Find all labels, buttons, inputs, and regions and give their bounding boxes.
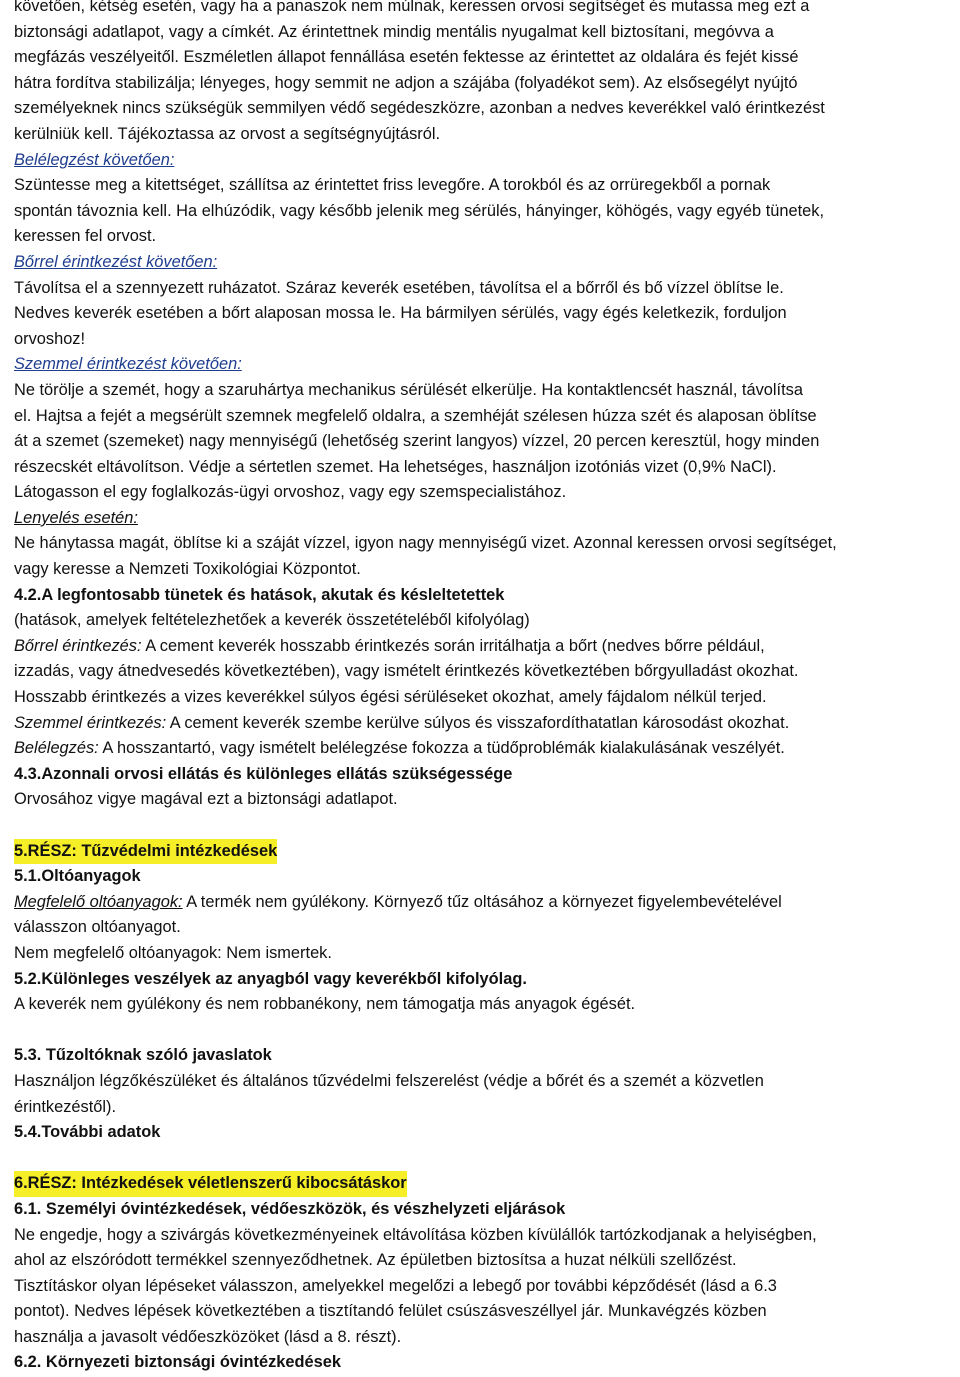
text-span: A cement keverék hosszabb érintkezés során irritálhatja a bőrt (nedves bőrre például, xyxy=(141,636,765,655)
section-heading-6-1: 6.1. Személyi óvintézkedések, védőeszközök, és vészhelyzeti eljárások xyxy=(14,1199,566,1218)
text-line: ahol az elszóródott termékkel szennyeződhetnek. Az épületben biztosítsa a huzat nélküli szellőzést. xyxy=(14,1251,737,1270)
section-title-6 xyxy=(14,1171,946,1197)
text-line: Látogasson el egy foglalkozás-ügyi orvoshoz, vagy egy szemspecialistához. xyxy=(14,483,567,502)
text-line: A keverék nem gyúlékony és nem robbanékony, nem támogatja más anyagok égését. xyxy=(14,995,636,1014)
section-heading-4-2: 4.2.A legfontosabb tünetek és hatások, akutak és késleltetettek xyxy=(14,585,505,604)
text-line: Nem megfelelő oltóanyagok: Nem ismertek. xyxy=(14,943,332,962)
subheading-skin-contact: Bőrrel érintkezést követően: xyxy=(14,252,218,271)
label-eye-contact: Szemmel érintkezés: xyxy=(14,713,167,732)
text-line: át a szemet (szemeket) nagy mennyiségű (lehetőség szerint langyos) vízzel, 20 percen keresztül, hogy minden xyxy=(14,432,820,451)
text-line: részecskét eltávolítson. Védje a sértetlen szemet. Ha lehetséges, használjon izotóniás vizet (0,9% NaCl). xyxy=(14,457,777,476)
text-line: Nedves keverék esetében a bőrt alaposan mossa le. Ha bármilyen sérülés, vagy égés keletkezik, forduljon xyxy=(14,304,787,323)
text-line: érintkezéstől). xyxy=(14,1097,117,1116)
subheading-inhalation: Belélegzést követően: xyxy=(14,150,175,169)
section-heading-6-2: 6.2. Környezeti biztonsági óvintézkedések xyxy=(14,1353,342,1372)
text-line: kerülniük kell. Tájékoztassa az orvost a segítségnyújtásról. xyxy=(14,124,441,143)
subheading-eye-contact: Szemmel érintkezést követően: xyxy=(14,355,242,374)
text-line: hátra fordítva stabilizálja; lényeges, hogy semmit ne adjon a szájába (folyadékot sem). Az elsősegélyt nyújtó xyxy=(14,73,798,92)
text-line: spontán távoznia kell. Ha elhúzódik, vagy később jelenik meg sérülés, hányinger, köhögés, vagy egyéb tünetek, xyxy=(14,201,825,220)
spacer xyxy=(14,813,946,839)
text-line: vagy keresse a Nemzeti Toxikológiai Központot. xyxy=(14,560,361,579)
text-line: biztonsági adatlapot, vagy a címkét. Az érintettnek mindig mentális nyugalmat kell biztosítani, megóvva a xyxy=(14,22,774,41)
text-line xyxy=(14,711,946,737)
text-line: Hosszabb érintkezés a vizes keverékkel súlyos égési sérüléseket okozhat, amely fájdalom nélkül terjed. xyxy=(14,688,767,707)
text-line: Távolítsa el a szennyezett ruházatot. Száraz keverék esetében, távolítsa el a bőrről és bő vízzel öblítse le. xyxy=(14,278,784,297)
section-heading-5-1: 5.1.Oltóanyagok xyxy=(14,867,141,886)
document-page xyxy=(14,0,946,1376)
subheading-ingestion: Lenyelés esetén: xyxy=(14,508,138,527)
text-line: válasszon oltóanyagot. xyxy=(14,918,181,937)
text-line xyxy=(14,634,946,660)
section-heading-4-3: 4.3.Azonnali orvosi ellátás és különleges ellátás szükségessége xyxy=(14,764,513,783)
section-highlight: 6.RÉSZ: Intézkedések véletlenszerű kibocsátáskor xyxy=(14,1171,407,1197)
text-line xyxy=(14,890,946,916)
text-span: A cement keverék szembe kerülve súlyos és visszafordíthatatlan károsodást okozhat. xyxy=(166,713,790,732)
text-line: Tisztításkor olyan lépéseket válasszon, amelyekkel megelőzi a lebegő por további képződését (lásd a 6.3 xyxy=(14,1276,777,1295)
label-suitable-extinguishers: Megfelelő oltóanyagok: xyxy=(14,892,183,911)
section-highlight: 5.RÉSZ: Tűzvédelmi intézkedések xyxy=(14,839,277,865)
text-line: Ne engedje, hogy a szivárgás következményeinek eltávolítása közben kívülállók tartózkodjanak a helyiségben, xyxy=(14,1225,817,1244)
text-line: Ne hánytassa magát, öblítse ki a száját vízzel, igyon nagy mennyiségű vizet. Azonnal keressen orvosi segítséget, xyxy=(14,534,837,553)
text-line: pontot). Nedves lépések következtében a tisztítandó felület csúszásveszéllyel jár. Munkavégzés közben xyxy=(14,1302,767,1321)
text-line: Szüntesse meg a kitettséget, szállítsa az érintettet friss levegőre. A torokból és az orrüregekből a pornak xyxy=(14,176,771,195)
text-line: követően, kétség esetén, vagy ha a panaszok nem múlnak, keressen orvosi segítséget és mutassa meg ezt a xyxy=(14,0,810,15)
text-line xyxy=(14,736,946,762)
text-line: keressen fel orvost. xyxy=(14,227,157,246)
section-title-5 xyxy=(14,839,946,865)
text-line: izzadás, vagy átnedvesedés következtében), vagy ismételt érintkezés következtében bőrgyulladást okozhat. xyxy=(14,662,799,681)
label-skin-contact: Bőrrel érintkezés: xyxy=(14,636,142,655)
text-line: Ne törölje a szemét, hogy a szaruhártya mechanikus sérülését elkerülje. Ha kontaktlencsét használ, távolítsa xyxy=(14,380,803,399)
text-line: személyeknek nincs szükségük semmilyen védő segédeszközre, azonban a nedves keverékkel való érintkezést xyxy=(14,99,825,118)
text-line: megfázás veszélyeitől. Eszméletlen állapot fennállása esetén fektesse az érintettet az oldalára és fejét kissé xyxy=(14,48,799,67)
text-span: A termék nem gyúlékony. Környező tűz oltásához a környezet figyelembevételével xyxy=(182,892,782,911)
text-line: el. Hajtsa a fejét a megsérült szemnek megfelelő oldalra, a szemhéját szélesen húzza szét és alaposan öblítse xyxy=(14,406,817,425)
text-span: A hosszantartó, vagy ismételt belélegzése fokozza a tüdőproblémák kialakulásának veszélyét. xyxy=(98,739,785,758)
text-line: (hatások, amelyek feltételezhetőek a keverék összetételéből kifolyólag) xyxy=(14,611,530,630)
text-line: használja a javasolt védőeszközöket (lásd a 8. részt). xyxy=(14,1327,402,1346)
text-line: Orvosához vigye magával ezt a biztonsági adatlapot. xyxy=(14,790,398,809)
spacer xyxy=(14,1018,946,1044)
label-inhalation: Belélegzés: xyxy=(14,739,99,758)
text-line: Használjon légzőkészüléket és általános tűzvédelmi felszerelést (védje a bőrét és a szemét a közvetlen xyxy=(14,1071,764,1090)
text-line: orvoshoz! xyxy=(14,329,86,348)
section-heading-5-2: 5.2.Különleges veszélyek az anyagból vagy keverékből kifolyólag. xyxy=(14,969,527,988)
spacer xyxy=(14,1146,946,1172)
section-heading-5-4: 5.4.További adatok xyxy=(14,1123,161,1142)
section-heading-5-3: 5.3. Tűzoltóknak szóló javaslatok xyxy=(14,1046,272,1065)
